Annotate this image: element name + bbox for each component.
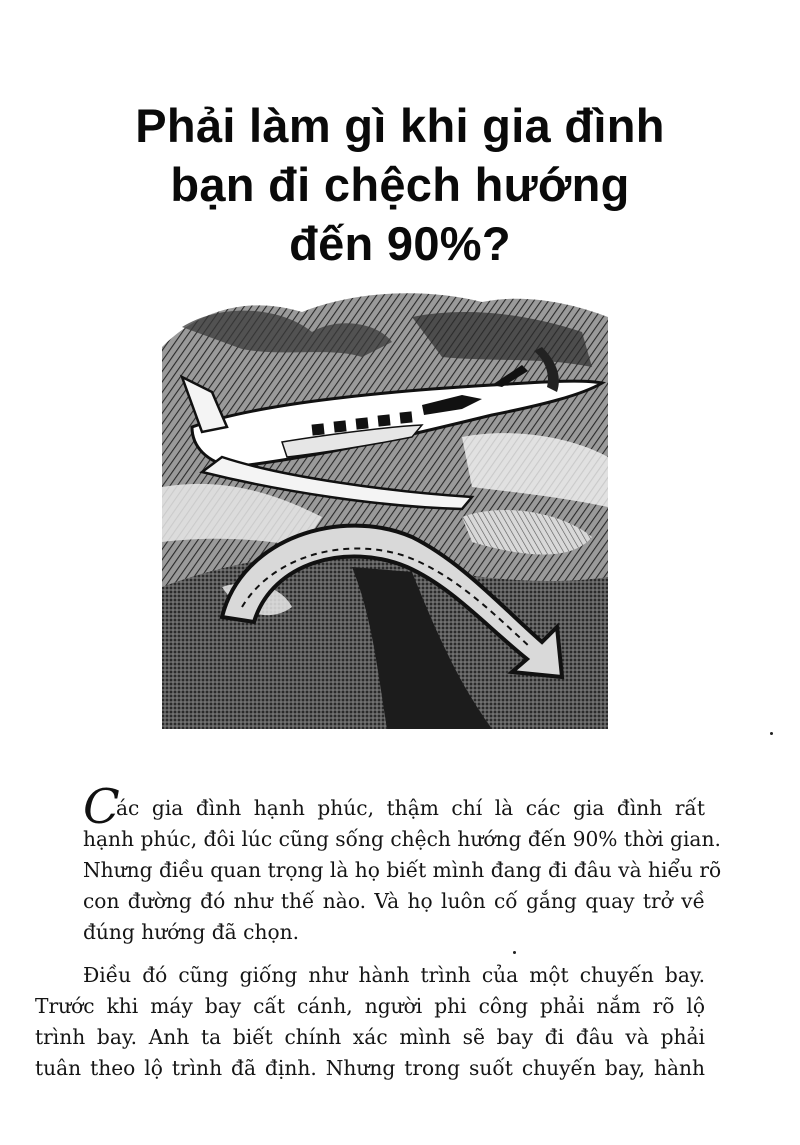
drop-cap: C bbox=[83, 779, 120, 835]
paragraph-1-line: đúng hướng đã chọn. bbox=[83, 920, 300, 944]
paragraph-2-line: Điều đó cũng giống như hành trình của một chuyến bay. bbox=[83, 963, 705, 987]
paragraph-2-line: tuân theo lộ trình đã định. Nhưng trong suốt chuyến bay, hành bbox=[35, 1056, 705, 1080]
scan-speck bbox=[770, 732, 773, 735]
paragraph-1-line: Nhưng điều quan trọng là họ biết mình đang đi đâu và hiểu rõ bbox=[83, 858, 722, 882]
article-body bbox=[35, 779, 722, 1084]
airplane-route-image bbox=[162, 287, 608, 729]
airplane-illustration bbox=[162, 287, 608, 729]
paragraph-1-line: hạnh phúc, đôi lúc cũng sống chệch hướng đến 90% thời gian. bbox=[83, 827, 721, 851]
paragraph-1-line: con đường đó như thế nào. Và họ luôn cố gắng quay trở về bbox=[83, 889, 705, 913]
title-line-1: Phải làm gì khi gia đình bbox=[135, 99, 665, 152]
title-line-3: đến 90%? bbox=[289, 217, 511, 270]
paragraph-2-line: Trước khi máy bay cất cánh, người phi công phải nắm rõ lộ bbox=[35, 994, 705, 1018]
page-title bbox=[0, 96, 800, 273]
paragraph-2 bbox=[35, 960, 705, 1084]
title-line-2: bạn đi chệch hướng bbox=[170, 158, 630, 211]
paragraph-1-line: ác gia đình hạnh phúc, thậm chí là các gia đình rất bbox=[116, 796, 705, 820]
paragraph-2-line: trình bay. Anh ta biết chính xác mình sẽ bay đi đâu và phải bbox=[35, 1025, 705, 1049]
scan-speck bbox=[513, 951, 516, 954]
paragraph-1 bbox=[35, 779, 722, 948]
